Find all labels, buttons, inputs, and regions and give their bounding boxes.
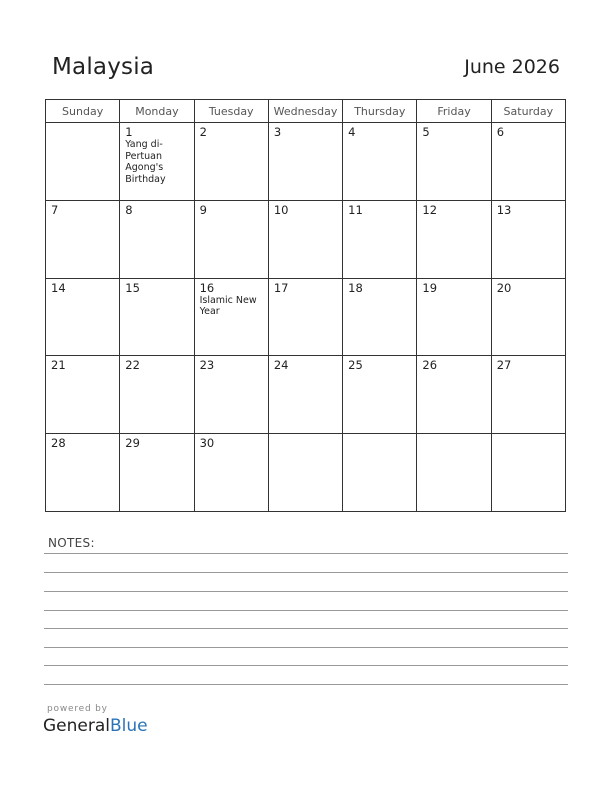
day-number: 7 — [51, 202, 59, 217]
calendar-day-cell — [46, 356, 120, 434]
calendar-month-title: June 2026 — [464, 56, 560, 78]
calendar-day-cell — [491, 278, 565, 356]
notes-line — [44, 647, 568, 648]
calendar-country-title: Malaysia — [52, 54, 155, 80]
calendar-day-cell — [417, 356, 491, 434]
calendar-week-row — [46, 123, 566, 201]
calendar-day-cell — [417, 434, 491, 512]
day-number: 19 — [422, 280, 438, 295]
day-number: 26 — [422, 358, 438, 373]
day-number: 9 — [199, 202, 207, 217]
day-number: 4 — [348, 125, 356, 139]
day-number: 24 — [273, 358, 289, 373]
calendar-day-cell — [120, 356, 194, 434]
day-number: 30 — [199, 436, 215, 451]
calendar-day-cell — [343, 200, 417, 278]
calendar-day-cell — [194, 200, 268, 278]
day-number: 6 — [496, 125, 505, 139]
weekday-header-row — [46, 100, 566, 123]
weekday-header: Friday — [417, 100, 491, 123]
calendar-week-row — [46, 434, 566, 512]
calendar-day-cell — [194, 123, 268, 201]
weekday-header: Thursday — [343, 100, 417, 123]
day-number: 8 — [125, 202, 133, 217]
weekday-header: Monday — [120, 100, 194, 123]
day-number: 5 — [422, 125, 430, 139]
calendar-day-cell — [268, 356, 342, 434]
day-number: 11 — [348, 202, 363, 217]
day-number: 29 — [125, 436, 140, 451]
calendar-day-cell — [120, 278, 194, 356]
day-number: 3 — [273, 125, 282, 139]
notes-line — [44, 684, 568, 685]
day-number: 14 — [51, 280, 66, 295]
day-number: 1 — [125, 125, 133, 139]
weekday-header: Wednesday — [268, 100, 342, 123]
day-number: 27 — [496, 358, 512, 373]
calendar-day-cell — [46, 200, 120, 278]
day-number: 12 — [422, 202, 438, 217]
notes-line — [44, 591, 568, 592]
notes-line — [44, 610, 568, 611]
day-number: 2 — [199, 125, 207, 139]
calendar-day-cell — [491, 123, 565, 201]
calendar-day-cell — [268, 434, 342, 512]
calendar-day-cell — [417, 123, 491, 201]
logo-blue-text: Blue — [110, 716, 148, 736]
day-number: 28 — [51, 436, 66, 451]
calendar-day-cell — [120, 123, 194, 201]
weekday-header: Sunday — [46, 100, 120, 123]
calendar-day-cell — [268, 123, 342, 201]
day-number: 15 — [125, 280, 140, 295]
holiday-event: Islamic New Year — [199, 294, 257, 318]
calendar-day-cell — [46, 278, 120, 356]
calendar-day-cell — [46, 434, 120, 512]
generalblue-logo[interactable] — [43, 716, 148, 736]
notes-line — [44, 665, 568, 666]
calendar-day-cell — [417, 278, 491, 356]
calendar-day-cell — [343, 356, 417, 434]
calendar-day-cell — [268, 200, 342, 278]
day-number: 18 — [348, 280, 363, 295]
notes-line — [44, 628, 568, 629]
calendar-day-cell — [194, 356, 268, 434]
calendar-week-row — [46, 200, 566, 278]
calendar-day-cell — [491, 434, 565, 512]
calendar-week-row — [46, 356, 566, 434]
calendar-day-cell — [343, 278, 417, 356]
calendar-week-row — [46, 278, 566, 356]
calendar-day-cell — [194, 278, 268, 356]
weekday-header: Saturday — [491, 100, 565, 123]
calendar-day-cell — [194, 434, 268, 512]
day-number: 20 — [496, 280, 512, 295]
calendar-day-cell — [46, 123, 120, 201]
calendar-day-cell — [491, 200, 565, 278]
day-number: 25 — [348, 358, 363, 373]
calendar-day-cell — [268, 278, 342, 356]
powered-by-text: powered by — [47, 704, 108, 714]
calendar-day-cell — [343, 123, 417, 201]
day-number: 10 — [273, 202, 289, 217]
notes-line — [44, 553, 568, 554]
day-number: 16 — [199, 280, 215, 295]
calendar-grid — [45, 99, 566, 512]
calendar-day-cell — [120, 434, 194, 512]
calendar-day-cell — [417, 200, 491, 278]
notes-label: NOTES: — [48, 536, 95, 550]
day-number: 21 — [51, 358, 66, 373]
calendar-day-cell — [343, 434, 417, 512]
calendar-day-cell — [491, 356, 565, 434]
day-number: 22 — [125, 358, 140, 373]
weekday-header: Tuesday — [194, 100, 268, 123]
calendar-day-cell — [120, 200, 194, 278]
holiday-event: Yang di-Pertuan Agong's Birthday — [125, 139, 166, 185]
day-number: 17 — [273, 280, 289, 295]
day-number: 23 — [199, 358, 215, 373]
logo-general-text: General — [43, 716, 110, 736]
notes-line — [44, 572, 568, 573]
day-number: 13 — [496, 202, 512, 217]
